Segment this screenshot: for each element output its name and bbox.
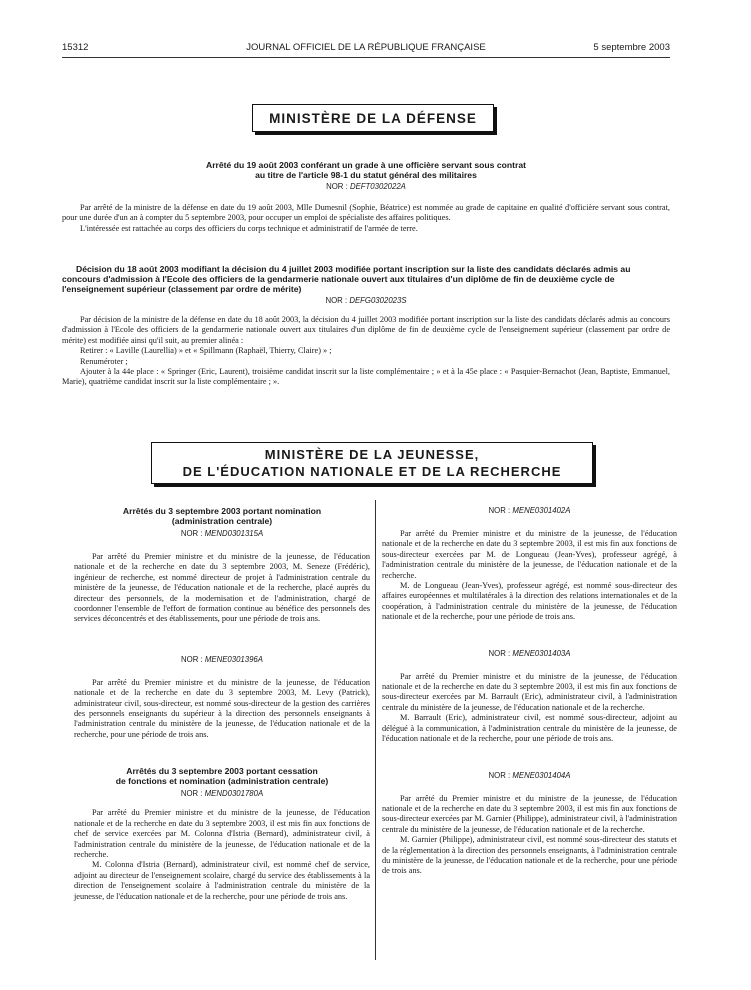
nor-reference: NOR : MEND0301780A: [180, 789, 264, 799]
nor-reference: NOR : MENE0301404A: [488, 770, 571, 780]
arrete-body: Par arrêté du Premier ministre et du ministre de la jeunesse, de l'éducation nationale et de la recherche en date du 3 septembre 2003, il est mis fin aux fonctions de chef de service exercées par M. Colonna d'Istria (Bernard), administrateur civil, à l'administration centrale du ministère de la jeunesse, de l'éducation nationale et de la recherche. M. Colonna d'Istria (Bernard), administrateur civil, est nommé chef de service, adjoint au directeur de l'enseignement scolaire, chargé du service des établissements à la direction de l'enseignement scolaire à l'administration centrale du ministère de la jeunesse, de l'éducation nationale et de la recherche, pour une période de trois ans.: [74, 808, 370, 901]
journal-title: JOURNAL OFFICIEL DE LA RÉPUBLIQUE FRANÇAISE: [246, 42, 486, 53]
nor-reference: NOR : MEND0301315A: [180, 529, 264, 538]
arretes-nomination-title: Arrêtés du 3 septembre 2003 portant nomination (administration centrale): [122, 506, 322, 526]
decision-defense-body: Par décision de la ministre de la défense en date du 18 août 2003, la décision du 4 juillet 2003 modifiée portant inscription sur la liste des candidats déclarés admis au concours d'admission à l'Ecole des officiers de la gendarmerie nationale ouvert aux titulaires d'un diplôme de fin de deuxième cycle de l'enseignement supérieur (classement par ordre de mérite) est modifiée ainsi qu'il suit, au premier alinéa : Retirer : « Laville (Laurellia) » et « Spillmann (Raphaël, Thierry, Claire) » ; Renuméroter ; Ajouter à la 44e place : « Springer (Eric, Laurent), troisième candidat inscrit sur la liste complémentaire ; » et à la 45e place : « Pasquier-Bernachot (Jean, Baptiste, Emmanuel, Marie), quatrième candidat inscrit sur la liste complémentaire ; ».: [62, 315, 670, 387]
arrete-defense-section: [62, 160, 670, 234]
nor-reference: NOR : MENE0301403A: [488, 648, 571, 658]
arrete-body: Par arrêté du Premier ministre et du ministre de la jeunesse, de l'éducation nationale et de la recherche en date du 3 septembre 2003, il est mis fin aux fonctions de sous-directeur exercées par M. Barrault (Eric), administrateur civil, à l'administration centrale du ministère de la jeunesse, de l'éducation nationale et de la recherche. M. Barrault (Eric), administrateur civil, est nommé sous-directeur, adjoint au délégué à la communication, à l'administration centrale du ministère de la jeunesse, de l'éducation nationale et de la recherche, pour une période de trois ans.: [382, 671, 677, 744]
arrete-body: Par arrêté du Premier ministre et du ministre de la jeunesse, de l'éducation nationale et de la recherche en date du 3 septembre 2003, M. Seneze (Frédéric), ingénieur de recherche, est nommé directeur de projet à l'administration centrale du ministère de la jeunesse, de l'éducation nationale et de la recherche, placé auprès du directeur des personnels, de la modernisation et de l'administration, chargé de coordonner l'ensemble de l'effort de formation continue au bénéfice des personnels des services déconcentrés et des établissements, pour une période de trois ans.: [74, 552, 370, 624]
arrete-defense-title: Arrêté du 19 août 2003 conférant un grade à une officière servant sous contrat au titre de l'article 98-1 du statut général des militaires: [206, 160, 526, 180]
arrete-body: Par arrêté du Premier ministre et du ministre de la jeunesse, de l'éducation nationale et de la recherche en date du 3 septembre 2003, M. Levy (Patrick), administrateur civil, sous-directeur, est nommé sous-directeur de la gestion des carrières des personnels enseignants du supérieur à la direction des personnels enseignants à l'administration centrale du ministère de la jeunesse, de l'éducation nationale et de la recherche, pour une période de trois ans.: [74, 677, 370, 739]
arrete-body: Par arrêté du Premier ministre et du ministre de la jeunesse, de l'éducation nationale et de la recherche en date du 3 septembre 2003, il est mis fin aux fonctions de sous-directeur exercées par M. Garnier (Philippe), administrateur civil, à l'administration centrale du ministère de la jeunesse, de l'éducation nationale et de la recherche. M. Garnier (Philippe), administrateur civil, est nommé sous-directeur des statuts et de la réglementation à la direction des personnels enseignants, à l'administration centrale du ministère de la jeunesse, de l'éducation nationale et de la recherche, pour une période de trois ans.: [382, 793, 678, 876]
header-rule: [62, 57, 670, 58]
arretes-cessation-title: Arrêtés du 3 septembre 2003 portant cessation de fonctions et nomination (administration centrale): [115, 766, 329, 787]
ministry-defense-heading: MINISTÈRE DE LA DÉFENSE: [252, 104, 494, 132]
arrete-defense-body: Par arrêté de la ministre de la défense en date du 19 août 2003, Mlle Dumesnil (Sophie, Béatrice) est nommée au grade de capitaine en qualité d'officière servant sous contrat, pour une durée d'un an à compter du 5 septembre 2003, pour occuper un emploi de spécialiste des affaires politiques. L'intéressée est rattachée au corps des officiers du corps technique et administratif de l'armée de terre.: [62, 203, 670, 233]
decision-defense-title: Décision du 18 août 2003 modifiant la décision du 4 juillet 2003 modifiée portant inscription sur la liste des candidats déclarés admis au concours d'admission à l'Ecole des officiers de la gendarmerie nationale ouvert aux titulaires d'un diplôme de fin de deuxième cycle de l'enseignement supérieur (classement par ordre de mérite): [62, 264, 631, 294]
page-number: 15312: [62, 42, 89, 53]
column-divider: [375, 500, 376, 960]
nor-reference: NOR : MENE0301396A: [181, 654, 263, 664]
right-column: [382, 506, 677, 877]
left-column: [74, 506, 370, 902]
publication-date: 5 septembre 2003: [593, 42, 670, 53]
nor-reference: NOR : DEFT0302022A: [326, 182, 406, 191]
nor-reference: NOR : MENE0301402A: [488, 506, 571, 515]
nor-reference: NOR : DEFG0302023S: [325, 296, 407, 305]
arrete-body: Par arrêté du Premier ministre et du ministre de la jeunesse, de l'éducation nationale et de la recherche en date du 3 septembre 2003, il est mis fin aux fonctions de sous-directeur exercées par M. de Longueau (Jean-Yves), professeur agrégé, à l'administration centrale du ministère de la jeunesse, de l'éducation nationale et de la recherche. M. de Longueau (Jean-Yves), professeur agrégé, est nommé sous-directeur des affaires européennes et multilatérales à la direction des relations internationales et de la coopération, à l'administration centrale du ministère de la jeunesse, de l'éducation nationale et de la recherche, pour une période de trois ans.: [382, 529, 677, 622]
decision-defense-section: [62, 264, 670, 388]
running-header: [62, 42, 670, 56]
ministry-education-heading: MINISTÈRE DE LA JEUNESSE, DE L'ÉDUCATION NATIONALE ET DE LA RECHERCHE: [151, 442, 593, 484]
